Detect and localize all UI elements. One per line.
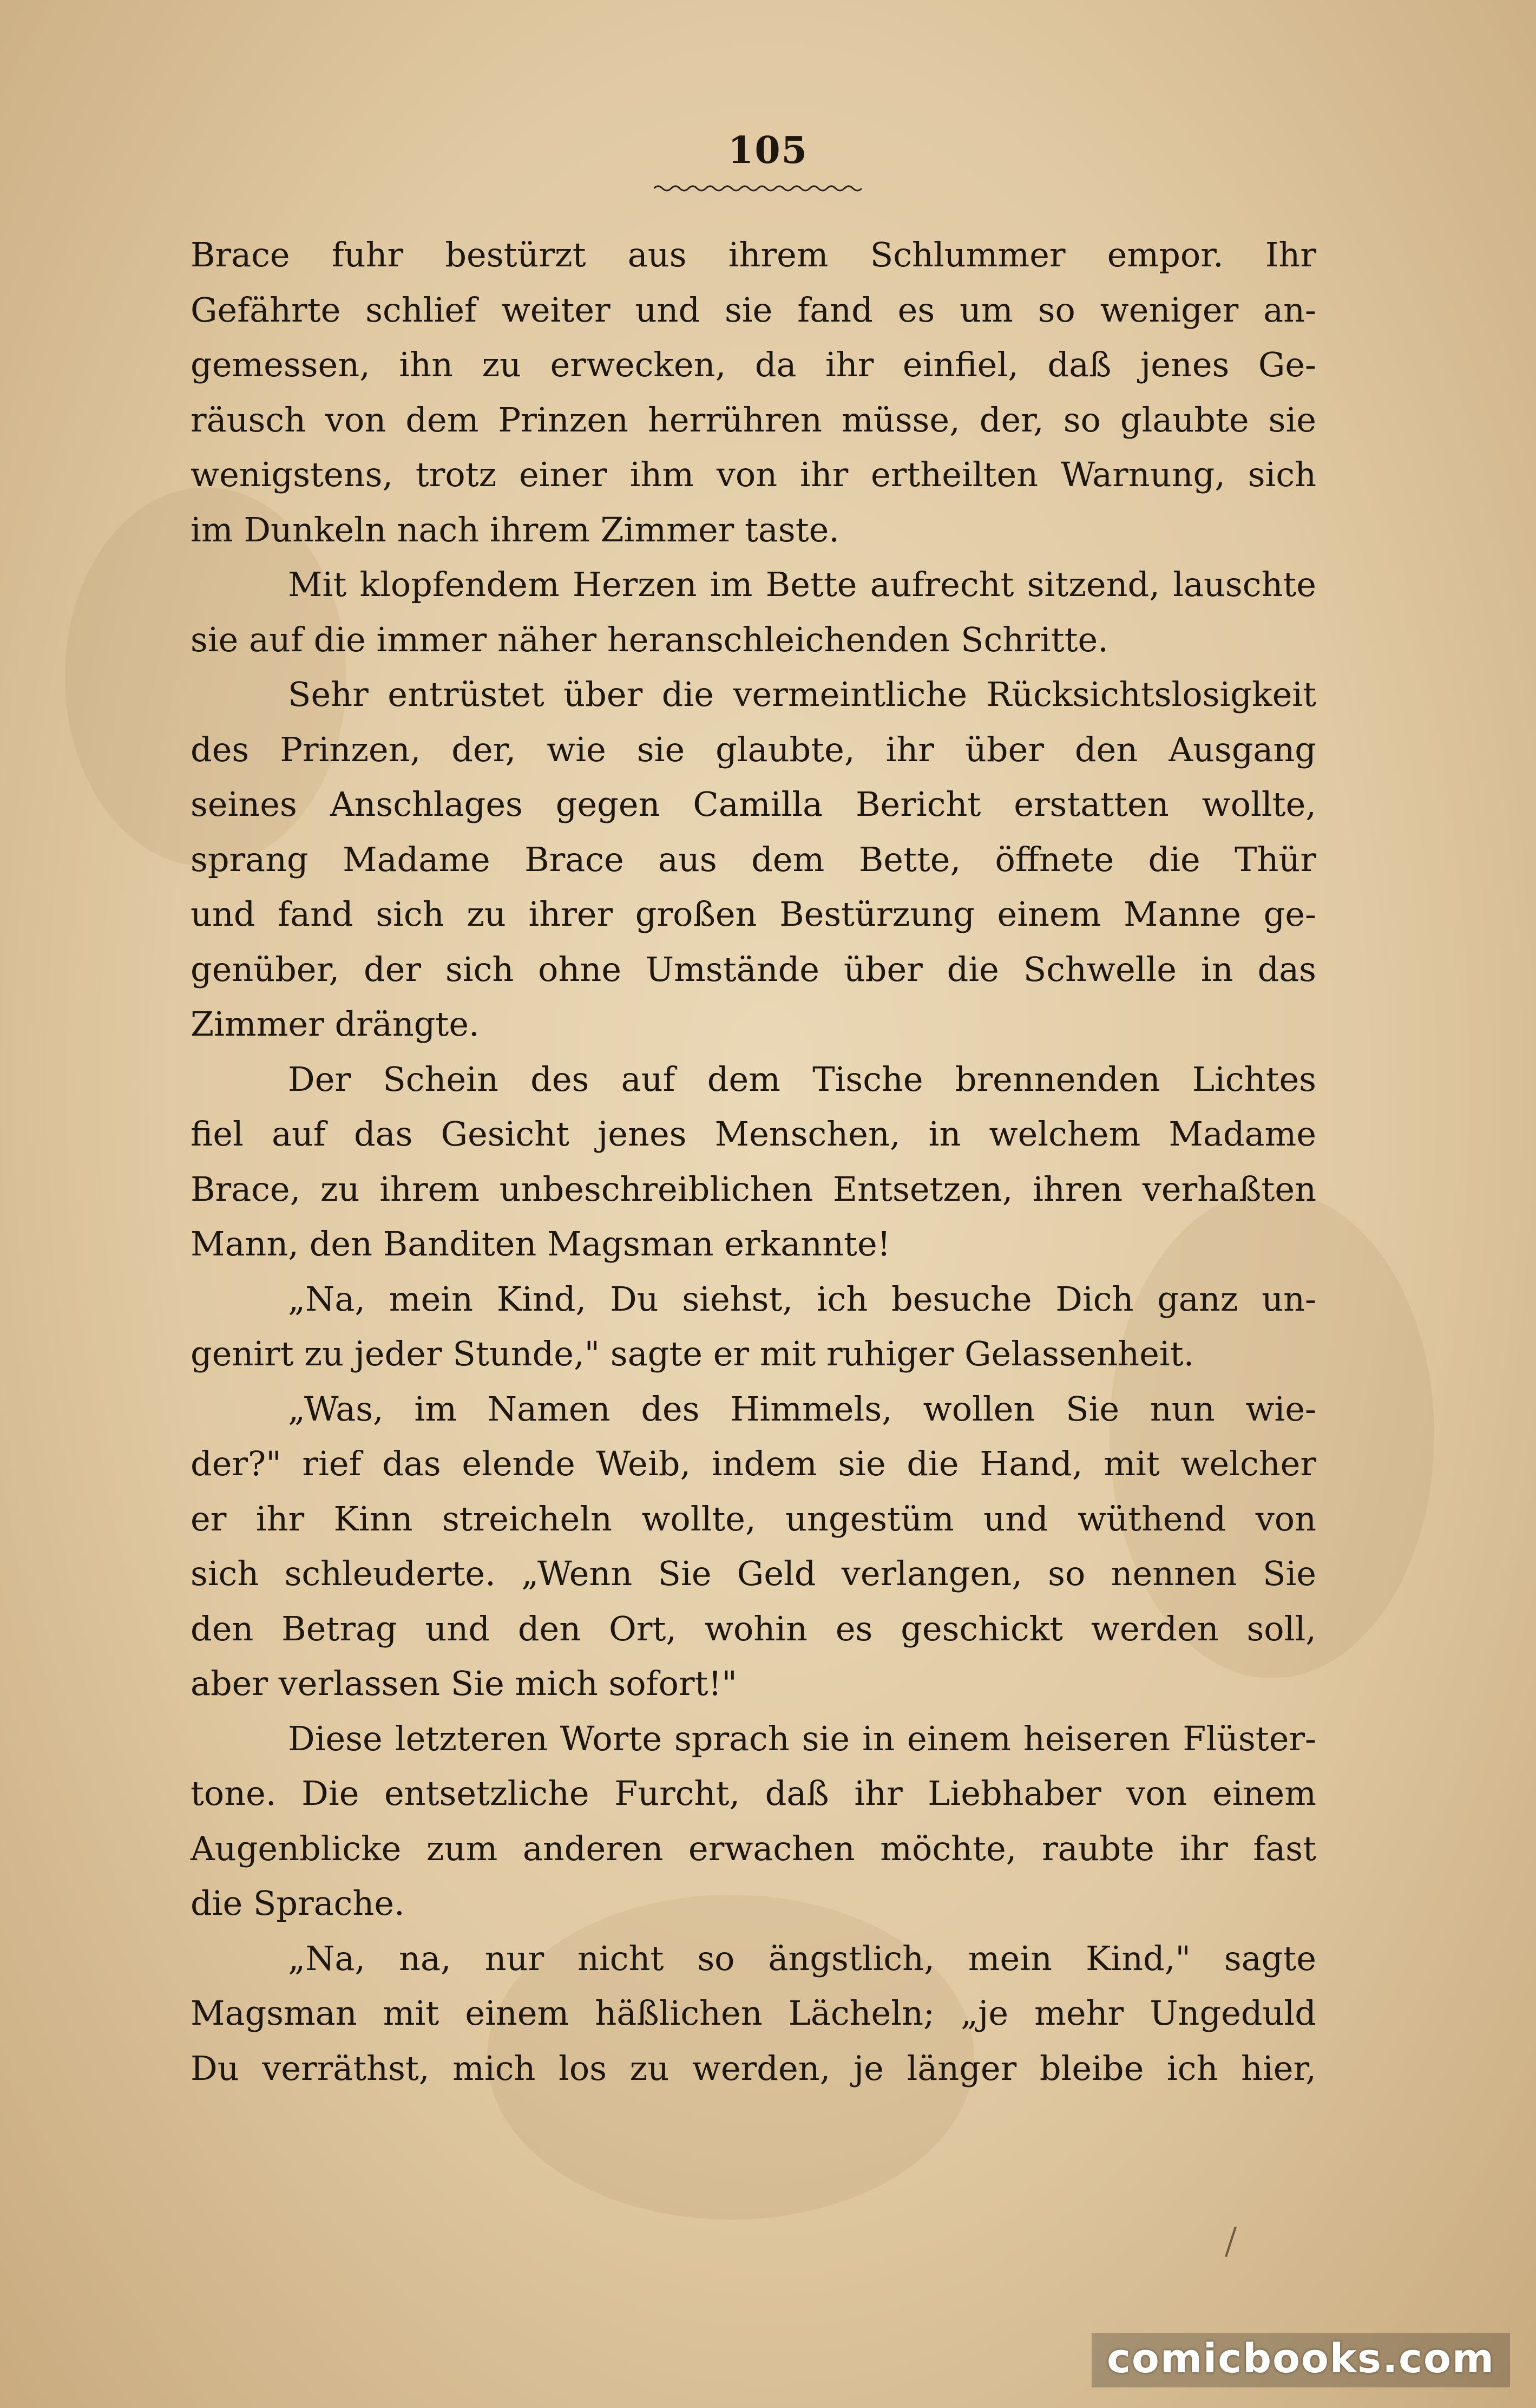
text-line: er ihr Kinn streicheln wollte, ungestüm und wüthend von bbox=[191, 1499, 1316, 1539]
text-line: sich schleuderte. „Wenn Sie Geld verlangen, so nennen Sie bbox=[191, 1554, 1316, 1593]
text-line: den Betrag und den Ort, wohin es geschickt werden soll, bbox=[191, 1608, 1316, 1648]
text-line: Du verräthst, mich los zu werden, je länger bleibe ich hier, bbox=[191, 2048, 1316, 2088]
text-line: sie auf die immer näher heranschleichenden Schritte. bbox=[191, 619, 1108, 659]
text-line: Augenblicke zum anderen erwachen möchte, raubte ihr fast bbox=[191, 1828, 1316, 1868]
text-line: genirt zu jeder Stunde," sagte er mit ruhiger Gelassenheit. bbox=[191, 1334, 1194, 1373]
text-line: seines Anschlages gegen Camilla Bericht erstatten wollte, bbox=[191, 784, 1316, 824]
text-line: Brace fuhr bestürzt aus ihrem Schlummer empor. Ihr bbox=[191, 235, 1316, 274]
pencil-mark bbox=[1225, 2227, 1237, 2257]
text-line: Mit klopfendem Herzen im Bette aufrecht sitzend, lauschte bbox=[288, 565, 1316, 604]
text-line: tone. Die entsetzliche Furcht, daß ihr Liebhaber von einem bbox=[191, 1774, 1316, 1813]
text-line: der?" rief das elende Weib, indem sie die Hand, mit welcher bbox=[191, 1444, 1316, 1483]
text-line: Mann, den Banditen Magsman erkannte! bbox=[191, 1224, 891, 1264]
text-line: „Was, im Namen des Himmels, wollen Sie nun wie- bbox=[288, 1389, 1316, 1429]
text-line: Zimmer drängte. bbox=[191, 1004, 480, 1044]
text-line: gemessen, ihn zu erwecken, da ihr einfiel, daß jenes Ge- bbox=[191, 345, 1316, 384]
text-line: wenigstens, trotz einer ihm von ihr ertheilten Warnung, sich bbox=[191, 455, 1316, 494]
text-line: Gefährte schlief weiter und sie fand es um so weniger an- bbox=[191, 290, 1316, 330]
text-line: Brace, zu ihrem unbeschreiblichen Entsetzen, ihren verhaßten bbox=[191, 1169, 1316, 1209]
page-number: 105 bbox=[728, 129, 808, 172]
text-line: „Na, na, nur nicht so ängstlich, mein Kind," sagte bbox=[288, 1938, 1316, 1978]
text-line: fiel auf das Gesicht jenes Menschen, in welchem Madame bbox=[191, 1114, 1316, 1154]
text-line: des Prinzen, der, wie sie glaubte, ihr über den Ausgang bbox=[191, 729, 1316, 769]
text-line: „Na, mein Kind, Du siehst, ich besuche Dich ganz un- bbox=[288, 1279, 1316, 1319]
text-line: Sehr entrüstet über die vermeintliche Rücksichtslosigkeit bbox=[288, 675, 1316, 714]
text-line: Diese letzteren Worte sprach sie in einem heiseren Flüster- bbox=[288, 1718, 1316, 1758]
text-line: sprang Madame Brace aus dem Bette, öffnete die Thür bbox=[191, 839, 1316, 879]
text-line: Der Schein des auf dem Tische brennenden Lichtes bbox=[288, 1059, 1316, 1099]
text-line: Magsman mit einem häßlichen Lächeln; „je mehr Ungeduld bbox=[191, 1993, 1316, 2033]
decorative-rule bbox=[654, 184, 862, 193]
text-line: im Dunkeln nach ihrem Zimmer taste. bbox=[191, 509, 840, 549]
body-text bbox=[191, 227, 1316, 2096]
text-line: aber verlassen Sie mich sofort!" bbox=[191, 1664, 737, 1703]
text-line: und fand sich zu ihrer großen Bestürzung einem Manne ge- bbox=[191, 894, 1316, 934]
text-line: räusch von dem Prinzen herrühren müsse, der, so glaubte sie bbox=[191, 400, 1316, 440]
text-line: genüber, der sich ohne Umstände über die Schwelle in das bbox=[191, 949, 1316, 989]
watermark-logo: comicbooks.com bbox=[1092, 2333, 1510, 2387]
text-line: die Sprache. bbox=[191, 1883, 405, 1923]
